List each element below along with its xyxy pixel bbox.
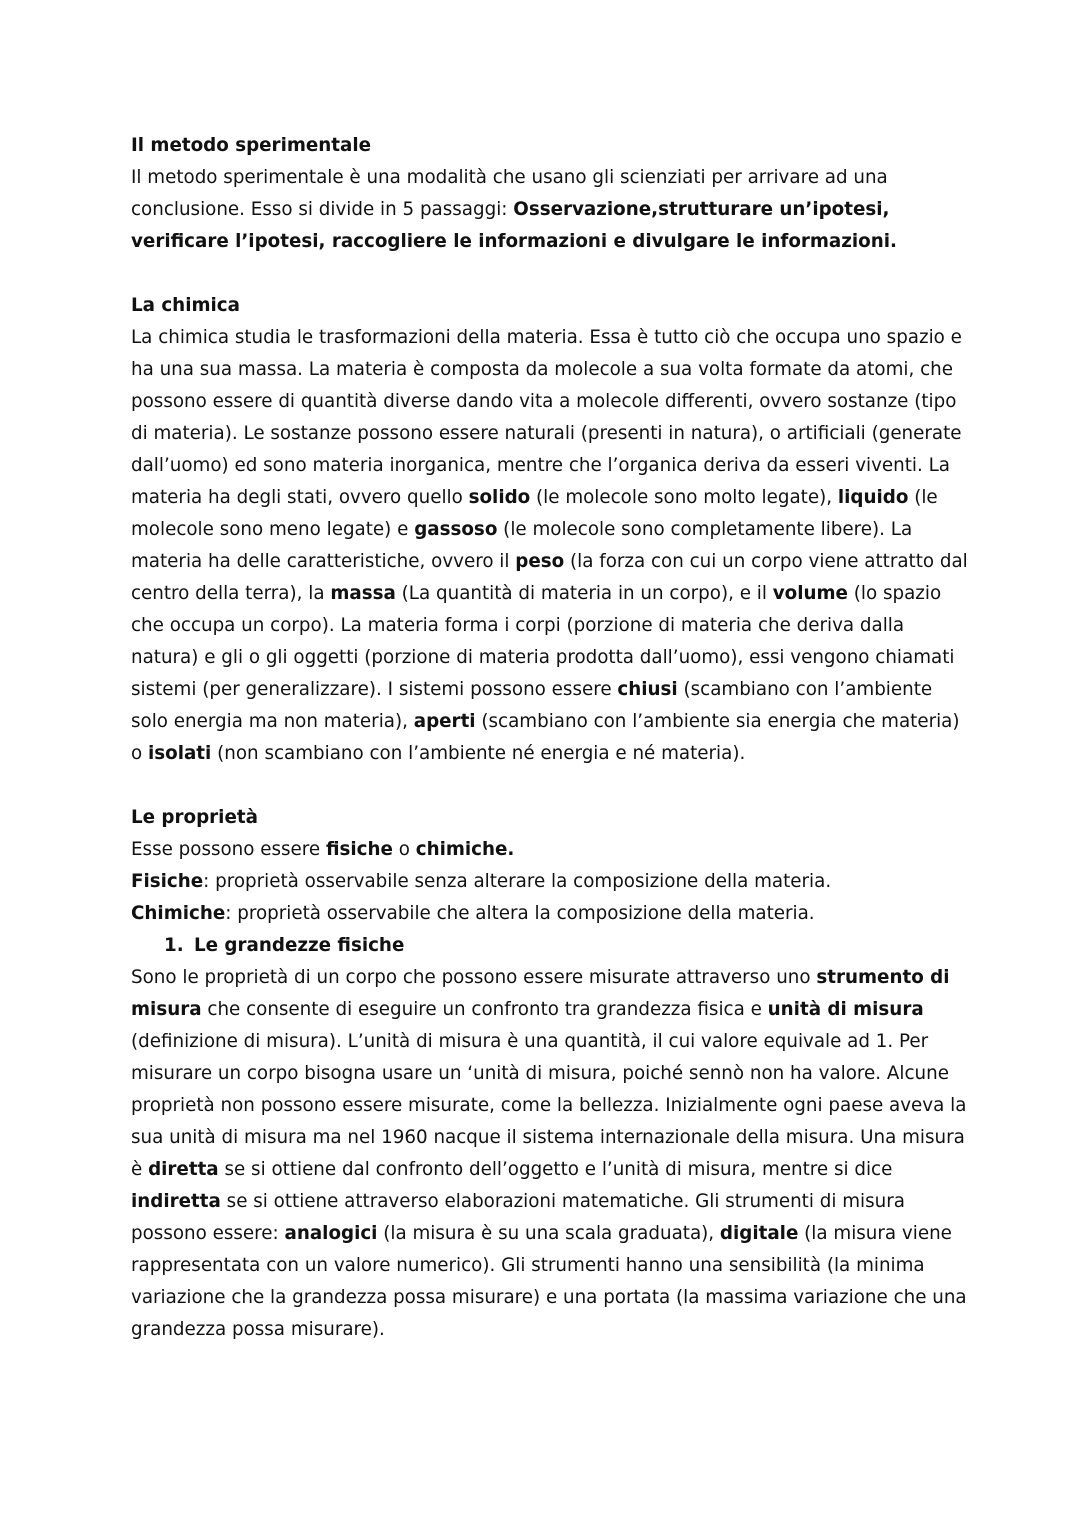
text-run: (scambiano con l’ambiente solo energia ma non materia),: [131, 679, 933, 732]
bold-run: massa: [330, 583, 396, 604]
text-run: (scambiano con l’ambiente sia energia che materia) o: [131, 711, 960, 764]
bold-run: unità di misura: [767, 999, 924, 1020]
text-run: (la misura è su una scala graduata),: [377, 1223, 720, 1244]
text-run: (le molecole sono completamente libere). La materia ha delle caratteristiche, ovvero il: [131, 519, 913, 572]
section-la-chimica: [131, 290, 970, 770]
bold-run: Osservazione,strutturare un’ipotesi, verificare l’ipotesi, raccogliere le informazioni e divulgare le informazioni: [131, 199, 891, 252]
section-heading: Il metodo sperimentale: [131, 135, 372, 156]
bold-run: digitale: [719, 1223, 799, 1244]
section-metodo-sperimentale: [131, 130, 970, 258]
bold-run: .: [890, 231, 897, 252]
text-run: (La quantità di materia in un corpo), e il: [395, 583, 773, 604]
text-run: Esse possono essere: [131, 839, 326, 860]
paragraph: [131, 322, 970, 770]
text-run: : proprietà osservabile senza alterare la composizione della materia.: [203, 871, 832, 892]
spacer: [131, 770, 970, 802]
text-run: che consente di eseguire un confronto tra grandezza fisica e: [201, 999, 768, 1020]
text-run: o: [392, 839, 416, 860]
bold-run: liquido: [837, 487, 909, 508]
text-run: La chimica studia le trasformazioni della materia. Essa è tutto ciò che occupa uno spazio e ha una sua massa. La materia è composta da molecole a sua volta formate da atomi, che possono essere di quantità diverse dando vita a molecole differenti, ovvero sostanze (tipo di materia). Le sostanze possono essere naturali (presenti in natura), o artificiali (generate dall’uomo) ed sono materia inorganica, mentre che l’organica deriva da esseri viventi. La materia ha degli stati, ovvero quello: [131, 327, 962, 508]
text-run: (le molecole sono molto legate),: [530, 487, 838, 508]
bold-run: peso: [515, 551, 565, 572]
spacer: [131, 258, 970, 290]
text-run: (lo spazio che occupa un corpo). La materia forma i corpi (porzione di materia che deriva dalla natura) e gli o gli oggetti (porzione di materia prodotta dall’uomo), essi vengono chiamati sistemi (per generalizzare). I sistemi possono essere: [131, 583, 955, 700]
paragraph: [131, 962, 970, 1346]
section-heading: La chimica: [131, 295, 240, 316]
bold-run: chimiche.: [415, 839, 515, 860]
definition-chimiche: [131, 898, 970, 930]
text-run: (le molecole sono meno legate) e: [131, 487, 938, 540]
subsection-heading: [131, 930, 970, 962]
bold-run: analogici: [284, 1223, 378, 1244]
text-run: Il metodo sperimentale è una modalità che usano gli scienziati per arrivare ad una conclusione. Esso si divide in 5 passaggi:: [131, 167, 888, 220]
section-le-proprieta: [131, 802, 970, 1346]
list-number: 1.: [164, 935, 184, 956]
text-run: Sono le proprietà di un corpo che possono essere misurate attraverso uno: [131, 967, 817, 988]
text-run: (non scambiano con l’ambiente né energia e né materia).: [211, 743, 746, 764]
bold-run: strumento di misura: [131, 967, 950, 1020]
text-run: (la misura viene rappresentata con un valore numerico). Gli strumenti hanno una sensibilità (la minima variazione che la grandezza possa misurare) e una portata (la massima variazione che una grandezza possa misurare).: [131, 1223, 967, 1340]
bold-run: volume: [772, 583, 848, 604]
bold-run: diretta: [148, 1159, 219, 1180]
paragraph: [131, 162, 970, 258]
bold-run: chiusi: [617, 679, 678, 700]
text-run: : proprietà osservabile che altera la composizione della materia.: [225, 903, 815, 924]
bold-run: fisiche: [325, 839, 393, 860]
bold-run: Chimiche: [131, 903, 226, 924]
bold-run: indiretta: [131, 1191, 221, 1212]
bold-run: gassoso: [414, 519, 498, 540]
section-heading: Le proprietà: [131, 807, 258, 828]
subsection-title: Le grandezze fisiche: [194, 935, 405, 956]
bold-run: Fisiche: [131, 871, 204, 892]
bold-run: isolati: [148, 743, 212, 764]
paragraph: [131, 834, 970, 866]
definition-fisiche: [131, 866, 970, 898]
text-run: se si ottiene dal confronto dell’oggetto e l’unità di misura, mentre si dice: [218, 1159, 893, 1180]
text-run: (la forza con cui un corpo viene attratto dal centro della terra), la: [131, 551, 968, 604]
text-run: (definizione di misura). L’unità di misura è una quantità, il cui valore equivale ad 1. Per misurare un corpo bisogna usare un ‘unità di misura, poiché sennò non ha valore. Alcune proprietà non possono essere misurate, come la bellezza. Inizialmente ogni paese aveva la sua unità di misura ma nel 1960 nacque il sistema internazionale della misura. Una misura è: [131, 1031, 967, 1180]
bold-run: aperti: [413, 711, 476, 732]
bold-run: solido: [468, 487, 531, 508]
text-run: se si ottiene attraverso elaborazioni matematiche. Gli strumenti di misura possono essere:: [131, 1191, 905, 1244]
